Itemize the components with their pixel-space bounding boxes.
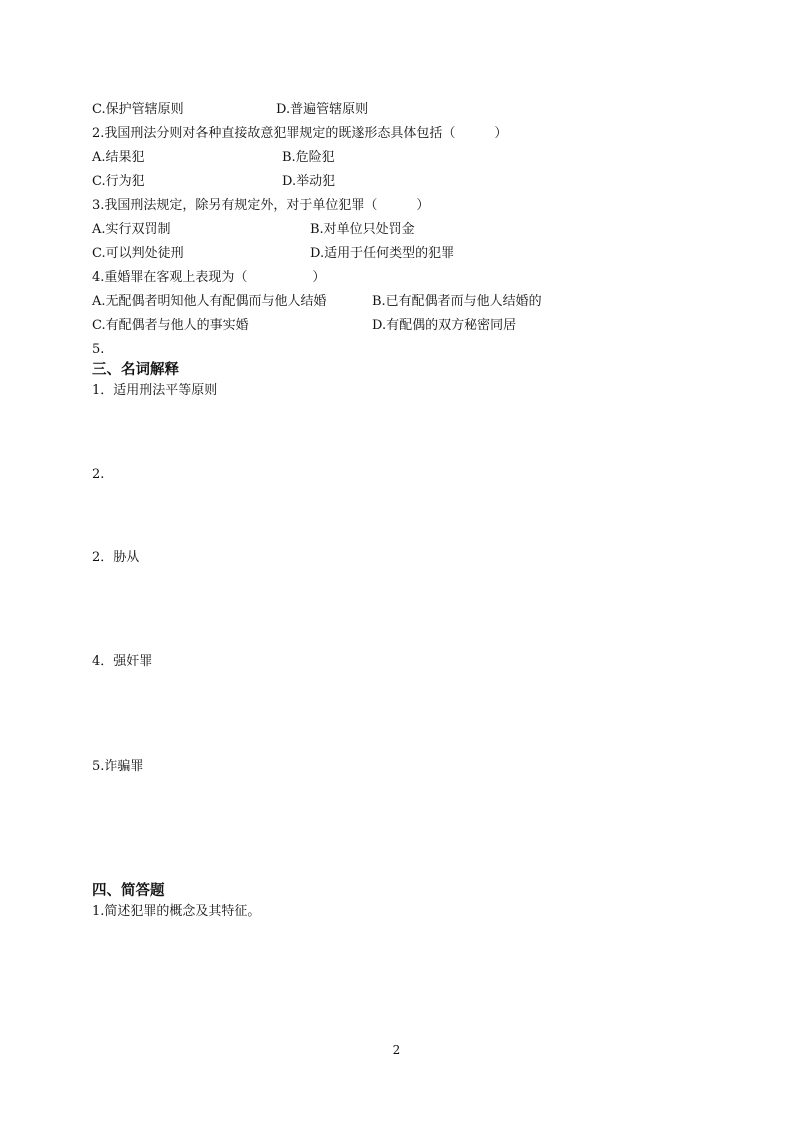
q3-option-a: A.实行双罚制 xyxy=(92,222,171,237)
section-3-heading: 三、名词解释 xyxy=(92,362,179,378)
q2-option-d: D.举动犯 xyxy=(282,174,336,189)
term-item-5: 5.诈骗罪 xyxy=(92,759,144,774)
q2-option-a: A.结果犯 xyxy=(92,150,145,165)
term-item-4: 4．强奸罪 xyxy=(92,654,153,669)
q4-option-b: B.已有配偶者而与他人结婚的 xyxy=(372,294,542,309)
q5-stem: 5. xyxy=(92,342,105,357)
q2-option-b: B.危险犯 xyxy=(282,150,335,165)
short-answer-item-1: 1.简述犯罪的概念及其特征。 xyxy=(92,904,261,919)
q4-option-c: C.有配偶者与他人的事实婚 xyxy=(92,318,249,333)
q2-option-c: C.行为犯 xyxy=(92,174,145,189)
term-item-3: 2．胁从 xyxy=(92,550,140,565)
q4-option-a: A.无配偶者明知他人有配偶而与他人结婚 xyxy=(92,294,327,309)
q4-option-d: D.有配偶的双方秘密同居 xyxy=(372,318,517,333)
section-4-heading: 四、简答题 xyxy=(92,883,165,899)
q4-stem: 4.重婚罪在客观上表现为（ ） xyxy=(92,270,326,285)
q3-option-c: C.可以判处徒刑 xyxy=(92,246,184,261)
term-item-1: 1．适用刑法平等原则 xyxy=(92,383,218,398)
q3-option-d: D.适用于任何类型的犯罪 xyxy=(310,246,455,261)
term-item-2: 2. xyxy=(92,467,105,482)
q3-option-b: B.对单位只处罚金 xyxy=(310,222,415,237)
q1-option-d: D.普遍管辖原则 xyxy=(276,102,369,117)
page-number: 2 xyxy=(392,1043,401,1057)
q1-option-c: C.保护管辖原则 xyxy=(92,102,184,117)
q3-stem: 3.我国刑法规定，除另有规定外，对于单位犯罪（ ） xyxy=(92,198,430,213)
q2-stem: 2.我国刑法分则对各种直接故意犯罪规定的既遂形态具体包括（ ） xyxy=(92,126,508,141)
